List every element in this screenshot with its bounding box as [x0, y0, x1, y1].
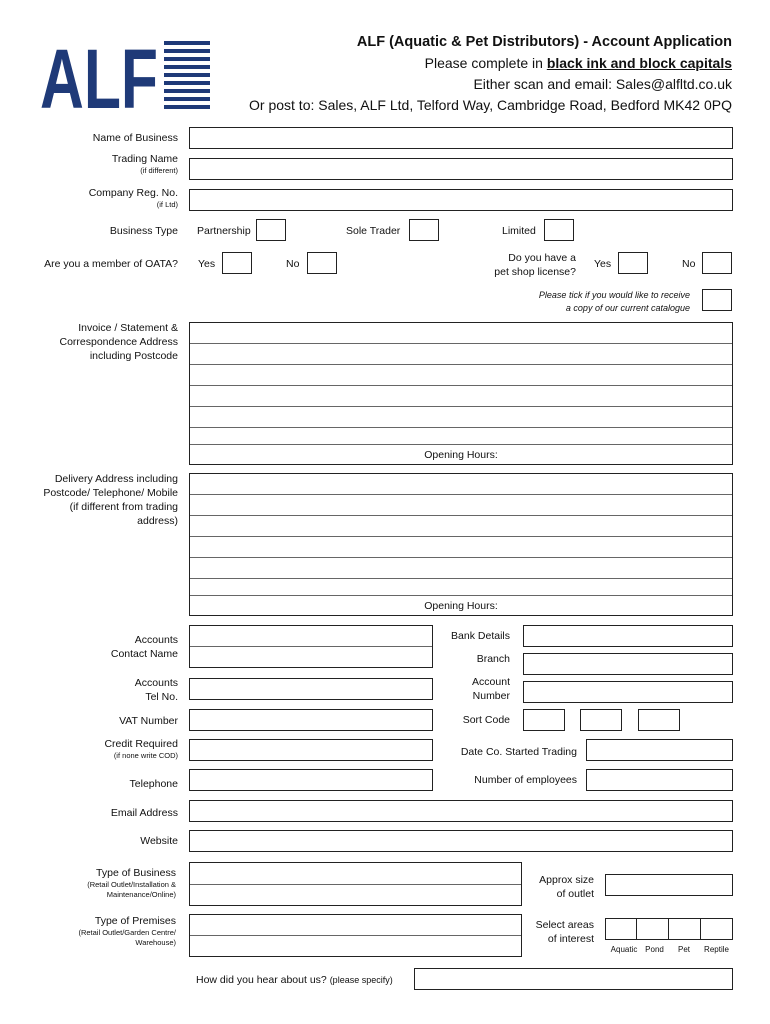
address-line: [190, 578, 732, 579]
delivery-line1: Delivery Address including: [54, 473, 178, 485]
address-line: [190, 364, 732, 365]
credit-required-sub: (if none write COD): [113, 751, 178, 760]
trading-name-sub: (if different): [140, 166, 178, 175]
oata-no-label: No: [286, 258, 300, 270]
type-premises-label: [78, 914, 176, 948]
website-field[interactable]: [189, 830, 733, 852]
pet-license-line1: Do you have a: [508, 252, 576, 264]
alf-logo: [40, 38, 212, 112]
delivery-opening-hours-label: Opening Hours:: [424, 600, 498, 612]
accounts-tel-label: [135, 676, 178, 704]
hear-about-sub: (please specify): [329, 975, 393, 985]
hear-about-text: How did you hear about us?: [196, 974, 327, 986]
address-line: [190, 595, 732, 596]
logo-stripes: [164, 41, 210, 109]
credit-required-text: Credit Required: [104, 738, 178, 750]
sort-code-field-2[interactable]: [580, 709, 622, 731]
area-aquatic-checkbox[interactable]: [605, 918, 637, 940]
limited-label: Limited: [502, 225, 536, 237]
company-reg-sub: (if Ltd): [156, 200, 178, 209]
field-line: [190, 884, 521, 885]
sole-trader-checkbox[interactable]: [409, 219, 439, 241]
account-number-line1: Account: [472, 676, 510, 688]
address-line: [190, 406, 732, 407]
license-yes-checkbox[interactable]: [618, 252, 648, 274]
credit-required-label: [104, 737, 178, 761]
type-premises-field[interactable]: [189, 914, 522, 957]
email-field[interactable]: [189, 800, 733, 822]
delivery-line2: Postcode/ Telephone/ Mobile: [43, 487, 178, 499]
type-business-label: [87, 866, 176, 900]
sort-code-field-3[interactable]: [638, 709, 680, 731]
area-reptile-checkbox[interactable]: [700, 918, 733, 940]
approx-size-label: [539, 873, 594, 901]
accounts-tel-line1: Accounts: [134, 677, 178, 689]
pet-license-line2: pet shop license?: [494, 266, 576, 278]
select-areas-line2: of interest: [547, 933, 594, 945]
field-line: [190, 935, 521, 936]
instructions-emphasis: black ink and block capitals: [546, 55, 732, 71]
trading-name-field[interactable]: [189, 158, 733, 180]
address-line: [190, 343, 732, 344]
instructions-line: [425, 53, 732, 74]
invoice-opening-hours-label: Opening Hours:: [424, 449, 498, 461]
invoice-line3: including Postcode: [89, 350, 178, 362]
catalogue-label: [539, 289, 690, 315]
date-started-field[interactable]: [586, 739, 733, 761]
approx-size-line1: Approx size: [539, 874, 594, 886]
oata-yes-label: Yes: [198, 258, 216, 270]
employees-label: Number of employees: [474, 774, 577, 786]
catalogue-checkbox[interactable]: [702, 289, 732, 311]
vat-number-label: VAT Number: [119, 715, 178, 727]
company-reg-text: Company Reg. No.: [88, 187, 178, 199]
approx-size-field[interactable]: [605, 874, 733, 896]
partnership-label: Partnership: [197, 225, 251, 237]
business-type-label: Business Type: [109, 225, 178, 237]
area-pet-checkbox[interactable]: [668, 918, 701, 940]
invoice-line1: Invoice / Statement &: [78, 322, 178, 334]
company-reg-field[interactable]: [189, 189, 733, 211]
area-reptile-label: Reptile: [704, 945, 729, 954]
field-line: [190, 646, 432, 647]
partnership-checkbox[interactable]: [256, 219, 286, 241]
catalogue-line1: Please tick if you would like to receive: [538, 290, 690, 300]
branch-field[interactable]: [523, 653, 733, 675]
oata-label: Are you a member of OATA?: [44, 258, 178, 270]
delivery-address-label: [43, 472, 178, 528]
delivery-address-field[interactable]: [189, 473, 733, 616]
sort-code-label: Sort Code: [462, 714, 510, 726]
address-line: [190, 494, 732, 495]
date-started-label: Date Co. Started Trading: [460, 746, 577, 758]
accounts-contact-label: [111, 633, 178, 661]
type-premises-text: Type of Premises: [94, 915, 176, 927]
select-areas-line1: Select areas: [535, 919, 594, 931]
account-number-label: [472, 675, 510, 703]
type-business-sub1: (Retail Outlet/Installation &: [87, 880, 176, 889]
pet-license-label: [494, 251, 576, 279]
website-label: Website: [140, 835, 178, 847]
select-areas-label: [536, 918, 594, 946]
telephone-field[interactable]: [189, 769, 433, 791]
invoice-address-field[interactable]: [189, 322, 733, 465]
address-line: [190, 427, 732, 428]
trading-name-text: Trading Name: [111, 153, 178, 165]
license-no-label: No: [682, 258, 696, 270]
account-number-field[interactable]: [523, 681, 733, 703]
license-yes-label: Yes: [594, 258, 612, 270]
form-title: ALF (Aquatic & Pet Distributors) - Account Application: [356, 34, 732, 50]
name-of-business-label: Name of Business: [92, 132, 178, 144]
type-business-text: Type of Business: [96, 867, 176, 879]
company-reg-label: [89, 186, 178, 210]
telephone-label: Telephone: [129, 778, 178, 790]
area-pet-label: Pet: [677, 945, 690, 954]
account-number-line2: Number: [472, 690, 510, 702]
invoice-line2: Correspondence Address: [59, 336, 178, 348]
license-no-checkbox[interactable]: [702, 252, 732, 274]
bank-details-label: Bank Details: [451, 630, 510, 642]
vat-number-field[interactable]: [189, 709, 433, 731]
invoice-address-label: [60, 321, 179, 363]
catalogue-line2: a copy of our current catalogue: [565, 303, 690, 313]
oata-yes-checkbox[interactable]: [222, 252, 252, 274]
accounts-contact-field[interactable]: [189, 625, 433, 668]
limited-checkbox[interactable]: [544, 219, 574, 241]
sole-trader-label: Sole Trader: [346, 225, 401, 237]
address-line: [190, 536, 732, 537]
delivery-line4: address): [137, 515, 178, 527]
trading-name-label: [112, 152, 178, 176]
email-instructions: Either scan and email: Sales@alfltd.co.uk: [473, 76, 732, 92]
logo-text: ALF: [40, 38, 158, 112]
alf-logo-graphic: [40, 38, 212, 112]
hear-about-field[interactable]: [414, 968, 733, 990]
sort-code-field-1[interactable]: [523, 709, 565, 731]
postal-address: Or post to: Sales, ALF Ltd, Telford Way, Cambridge Road, Bedford MK42 0PQ: [249, 97, 732, 113]
email-label: Email Address: [110, 807, 178, 819]
area-aquatic-label: Aquatic: [610, 945, 638, 954]
accounts-tel-line2: Tel No.: [145, 691, 178, 703]
type-business-field[interactable]: [189, 862, 522, 906]
accounts-contact-line2: Contact Name: [110, 648, 178, 660]
delivery-line3: (if different from trading: [69, 501, 178, 513]
branch-label: Branch: [476, 653, 510, 665]
hear-about-label: [196, 973, 393, 987]
address-line: [190, 385, 732, 386]
approx-size-line2: of outlet: [556, 888, 594, 900]
type-business-sub2: Maintenance/Online): [106, 890, 176, 899]
area-pond-checkbox[interactable]: [636, 918, 669, 940]
accounts-contact-line1: Accounts: [134, 634, 178, 646]
oata-no-checkbox[interactable]: [307, 252, 337, 274]
instructions-prefix: Please complete in: [424, 55, 547, 71]
bank-details-field[interactable]: [523, 625, 733, 647]
employees-field[interactable]: [586, 769, 733, 791]
type-premises-sub2: Warehouse): [135, 938, 176, 947]
area-pond-label: Pond: [645, 945, 664, 954]
address-line: [190, 444, 732, 445]
accounts-tel-field[interactable]: [189, 678, 433, 700]
name-of-business-field[interactable]: [189, 127, 733, 149]
type-premises-sub1: (Retail Outlet/Garden Centre/: [78, 928, 176, 937]
address-line: [190, 515, 732, 516]
credit-required-field[interactable]: [189, 739, 433, 761]
address-line: [190, 557, 732, 558]
